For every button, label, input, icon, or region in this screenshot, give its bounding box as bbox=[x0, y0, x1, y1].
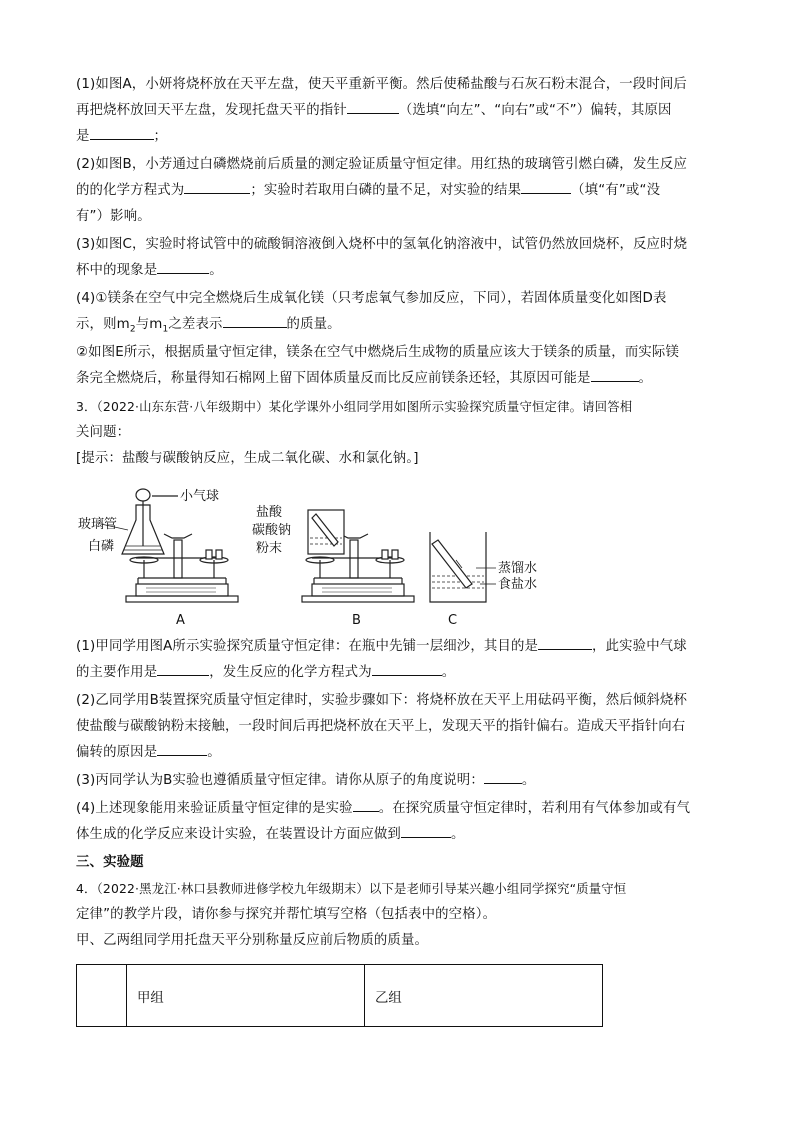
q3-part2-text-a: 偏转的原因是 bbox=[76, 745, 158, 760]
q3-part2-text-b: 。 bbox=[207, 745, 221, 760]
q3-part4-text-d: 。 bbox=[450, 827, 465, 842]
answer-blank[interactable] bbox=[521, 179, 571, 194]
q3-part3-text-a: (3)丙同学认为B实验也遵循质量守恒定律。请你从原子的角度说明： bbox=[76, 773, 484, 788]
label-white-phosphorus: 白磷 bbox=[88, 539, 115, 554]
answer-blank[interactable] bbox=[184, 179, 250, 194]
q2-part2-line2 bbox=[76, 178, 716, 204]
results-table bbox=[76, 964, 603, 1027]
q3-part2-line3 bbox=[76, 740, 716, 766]
subscript: 2 bbox=[129, 324, 136, 335]
answer-blank[interactable] bbox=[484, 769, 522, 784]
q3-part1-line1 bbox=[76, 634, 716, 660]
q3-part2-line2: 使盐酸与碳酸钠粉末接触，一段时间后再把烧杯放在天平上，发现天平的指针偏右。造成天平指针向右 bbox=[76, 719, 686, 734]
q3-part1-text-b: ，此实验中气球 bbox=[592, 639, 687, 654]
q3-part1-text-c: 的主要作用是 bbox=[76, 665, 158, 680]
label-distilled-water: 蒸馏水 bbox=[498, 561, 538, 576]
q2-part4-text-c: 之差表示 bbox=[168, 317, 223, 332]
apparatus-a bbox=[122, 489, 238, 602]
answer-blank[interactable] bbox=[347, 99, 399, 114]
q2-part1-text-a: 再把烧杯放回天平左盘，发现托盘天平的指针 bbox=[76, 103, 347, 118]
answer-blank[interactable] bbox=[157, 259, 209, 274]
q3-stem-line1: 3．（2022·山东东营·八年级期中）某化学课外小组同学用如图所示实验探究质量守恒定律。请回答相 bbox=[76, 399, 633, 414]
q2-part1-text-d: ； bbox=[153, 129, 168, 144]
q2-part3-text-b: 。 bbox=[209, 263, 223, 278]
q4-stem-line2: 定律”的教学片段，请你参与探究并帮忙填写空格（包括表中的空格）。 bbox=[76, 907, 497, 922]
label-hydrochloric-acid: 盐酸 bbox=[256, 505, 283, 520]
label-balloon: 小气球 bbox=[180, 489, 220, 504]
q2-part4-text-e: 条完全燃烧后，称量得知石棉网上留下固体质量反而比反应前镁条还轻，其原因可能是 bbox=[76, 371, 591, 386]
table-header-group-yi: 乙组 bbox=[365, 965, 603, 1027]
q2-part4-text-d: 的质量。 bbox=[286, 317, 341, 332]
q4-stem-line3: 甲、乙两组同学用托盘天平分别称量反应前后物质的质量。 bbox=[76, 933, 429, 948]
q2-part4-line3: ②如图E所示，根据质量守恒定律，镁条在空气中燃烧后生成物的质量应该大于镁条的质量，而实际镁 bbox=[76, 345, 680, 360]
q2-part3-line1: (3)如图C，实验时将试管中的硫酸铜溶液倒入烧杯中的氢氧化钠溶液中，试管仍然放回烧杯，反应时烧 bbox=[76, 237, 688, 252]
q2-part1-line1: (1)如图A，小妍将烧杯放在天平左盘，使天平重新平衡。然后使稀盐酸与石灰石粉末混合，一段时间后 bbox=[76, 77, 687, 92]
label-glass-tube: 玻璃管 bbox=[78, 517, 118, 532]
q3-part4-line1 bbox=[76, 796, 716, 822]
answer-blank[interactable] bbox=[90, 125, 154, 140]
answer-blank[interactable] bbox=[591, 367, 639, 382]
q3-part1-text-a: (1)甲同学用图A所示实验探究质量守恒定律：在瓶中先铺一层细沙，其目的是 bbox=[76, 639, 539, 654]
q2-part4-text-a: 示，则m bbox=[76, 317, 130, 332]
q3-part4-text-c: 体生成的化学反应来设计实验，在装置设计方面应做到 bbox=[76, 827, 401, 842]
q2-part1-line3 bbox=[76, 124, 716, 150]
answer-blank[interactable] bbox=[157, 741, 207, 756]
q3-part2-line1: (2)乙同学用B装置探究质量守恒定律时，实验步骤如下：将烧杯放在天平上用砝码平衡，然后倾斜烧杯 bbox=[76, 693, 687, 708]
q2-part1-text-c: 是 bbox=[76, 129, 90, 144]
q3-hint: [提示：盐酸与碳酸钠反应，生成二氧化碳、水和氯化钠。] bbox=[76, 451, 419, 466]
q2-part4-line4 bbox=[76, 366, 716, 392]
q2-part4-text-b: 与m bbox=[135, 317, 163, 332]
q2-part4-text-f: 。 bbox=[638, 371, 653, 386]
label-salt-water: 食盐水 bbox=[498, 577, 538, 592]
q2-part2-line1: (2)如图B，小芳通过白磷燃烧前后质量的测定验证质量守恒定律。用红热的玻璃管引燃白磷，发生反应 bbox=[76, 157, 687, 172]
q2-part3-text-a: 杯中的现象是 bbox=[76, 263, 158, 278]
q2-part2-line3: 有”）影响。 bbox=[76, 209, 151, 224]
caption-a: A bbox=[176, 613, 185, 628]
answer-blank[interactable] bbox=[401, 823, 451, 838]
answer-blank[interactable] bbox=[372, 661, 442, 676]
table-cell-blank bbox=[77, 965, 127, 1027]
table-header-group-jia: 甲组 bbox=[127, 965, 365, 1027]
table-row bbox=[77, 965, 603, 1027]
q3-part1-text-e: 。 bbox=[441, 665, 456, 680]
subscript: 1 bbox=[162, 324, 169, 335]
q2-part1-text-b: （选填“向左”、“向右”或“不”）偏转，其原因 bbox=[398, 103, 672, 118]
label-powder: 粉末 bbox=[256, 541, 283, 556]
q3-stem-line2: 关问题： bbox=[76, 425, 131, 440]
q2-part3-line2 bbox=[76, 258, 716, 284]
q4-stem-line1: 4．（2022·黑龙江·林口县教师进修学校九年级期末）以下是老师引导某兴趣小组同学探究“质量守恒 bbox=[76, 881, 627, 896]
q3-part4-line2 bbox=[76, 822, 716, 848]
q2-part2-text-b: ；实验时若取用白磷的量不足，对实验的结果 bbox=[250, 183, 522, 198]
answer-blank[interactable] bbox=[538, 635, 592, 650]
answer-blank[interactable] bbox=[223, 313, 287, 328]
section-heading: 三、实验题 bbox=[76, 855, 144, 870]
q3-part3-line1 bbox=[76, 768, 716, 794]
answer-blank[interactable] bbox=[353, 797, 379, 812]
q3-part4-text-b: 。在探究质量守恒定律时，若利用有气体参加或有气 bbox=[378, 801, 691, 816]
caption-c: C bbox=[448, 613, 458, 628]
q2-part2-text-a: 的的化学方程式为 bbox=[76, 183, 185, 198]
q2-part4-line1: (4)①镁条在空气中完全燃烧后生成氧化镁（只考虑氧气参加反应，下同），若固体质量变化如图D表 bbox=[76, 291, 667, 306]
q3-part1-line2 bbox=[76, 660, 716, 686]
q3-part3-text-b: 。 bbox=[521, 773, 536, 788]
experiment-figure bbox=[76, 480, 556, 630]
label-sodium-carbonate: 碳酸钠 bbox=[252, 523, 292, 538]
answer-blank[interactable] bbox=[157, 661, 209, 676]
q3-part4-text-a: (4)上述现象能用来验证质量守恒定律的是实验 bbox=[76, 801, 353, 816]
q3-part1-text-d: ，发生反应的化学方程式为 bbox=[209, 665, 372, 680]
apparatus-c bbox=[430, 532, 496, 602]
q2-part1-line2 bbox=[76, 98, 716, 124]
q2-part4-line2 bbox=[76, 312, 716, 343]
caption-b: B bbox=[352, 613, 361, 628]
apparatus-b bbox=[302, 510, 414, 602]
q2-part2-text-c: （填“有”或“没 bbox=[571, 183, 661, 198]
